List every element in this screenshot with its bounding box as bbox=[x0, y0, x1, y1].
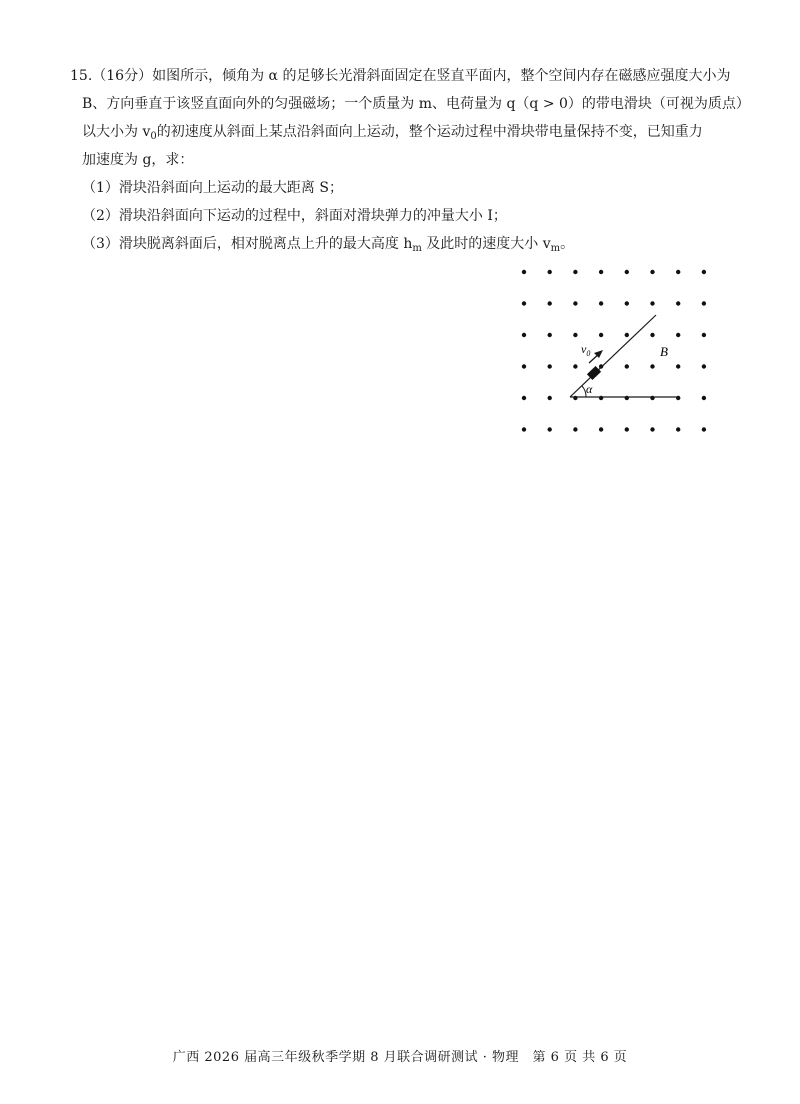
field-dot bbox=[522, 333, 526, 337]
field-dot bbox=[702, 301, 706, 305]
question-points: （16分） bbox=[92, 68, 153, 84]
field-dot bbox=[599, 301, 603, 305]
field-dot bbox=[702, 427, 706, 431]
page-footer: 广西 2026 届高三年级秋季学期 8 月联合调研测试 · 物理 第 6 页 共 6 页 bbox=[172, 1050, 628, 1065]
field-dot bbox=[702, 333, 706, 337]
field-dot bbox=[702, 364, 706, 368]
field-dot bbox=[702, 270, 706, 274]
field-dot bbox=[573, 270, 577, 274]
question-part-3: （3）滑块脱离斜面后，相对脱离点上升的最大高度 $h_m$ 及此时的速度大小 $v_m$。 bbox=[82, 236, 575, 254]
field-dot bbox=[573, 427, 577, 431]
field-dot bbox=[548, 396, 552, 400]
question-stem-line-3: 以大小为 $v_0$的初速度从斜面上某点沿斜面向上运动，整个运动过程中滑块带电量保持不变，已知重力 bbox=[82, 124, 703, 142]
field-dot bbox=[599, 427, 603, 431]
field-dot bbox=[650, 427, 654, 431]
field-dot bbox=[573, 333, 577, 337]
figure-svg bbox=[510, 260, 740, 440]
field-dot bbox=[676, 301, 680, 305]
field-dot bbox=[548, 364, 552, 368]
field-dot bbox=[522, 301, 526, 305]
question-number: 15. bbox=[70, 68, 93, 84]
field-dot bbox=[522, 364, 526, 368]
field-dot bbox=[599, 270, 603, 274]
magnetic-field-dots bbox=[522, 270, 706, 432]
field-dot bbox=[676, 333, 680, 337]
question-stem-line-2: B、方向垂直于该竖直面向外的匀强磁场；一个质量为 m、电荷量为 q（q > 0）的带电滑块（可视为质点） bbox=[82, 96, 750, 112]
question-stem-line-4: 加速度为 g，求： bbox=[82, 152, 194, 168]
field-dot bbox=[573, 364, 577, 368]
field-dot bbox=[676, 364, 680, 368]
field-dot bbox=[650, 364, 654, 368]
question-stem-line-1: 15.（16分）如图所示，倾角为 α 的足够长光滑斜面固定在竖直平面内，整个空间内存在磁感应强度大小为 bbox=[70, 68, 731, 84]
field-dot bbox=[625, 333, 629, 337]
field-dot bbox=[676, 427, 680, 431]
velocity-label: $v_0$ bbox=[581, 342, 591, 358]
field-dot bbox=[650, 270, 654, 274]
field-dot bbox=[625, 427, 629, 431]
field-dot bbox=[522, 396, 526, 400]
incline-line bbox=[570, 315, 656, 397]
angle-label: α bbox=[586, 382, 593, 396]
field-dot bbox=[650, 333, 654, 337]
field-dot bbox=[548, 301, 552, 305]
field-dot bbox=[573, 301, 577, 305]
field-dot bbox=[522, 270, 526, 274]
field-dot bbox=[650, 301, 654, 305]
field-dot bbox=[548, 427, 552, 431]
field-dot bbox=[548, 270, 552, 274]
field-dot bbox=[599, 333, 603, 337]
question-part-1: （1）滑块沿斜面向上运动的最大距离 S； bbox=[82, 180, 343, 196]
question-part-2: （2）滑块沿斜面向下运动的过程中，斜面对滑块弹力的冲量大小 I； bbox=[82, 208, 507, 224]
field-dot bbox=[522, 427, 526, 431]
field-dot bbox=[676, 270, 680, 274]
field-dot bbox=[625, 270, 629, 274]
field-dot bbox=[625, 364, 629, 368]
field-dot bbox=[548, 333, 552, 337]
field-dot bbox=[702, 396, 706, 400]
incline-magnetic-field-figure bbox=[510, 260, 740, 440]
field-dot bbox=[625, 301, 629, 305]
slider-block bbox=[587, 366, 601, 380]
field-label: B bbox=[660, 344, 668, 359]
